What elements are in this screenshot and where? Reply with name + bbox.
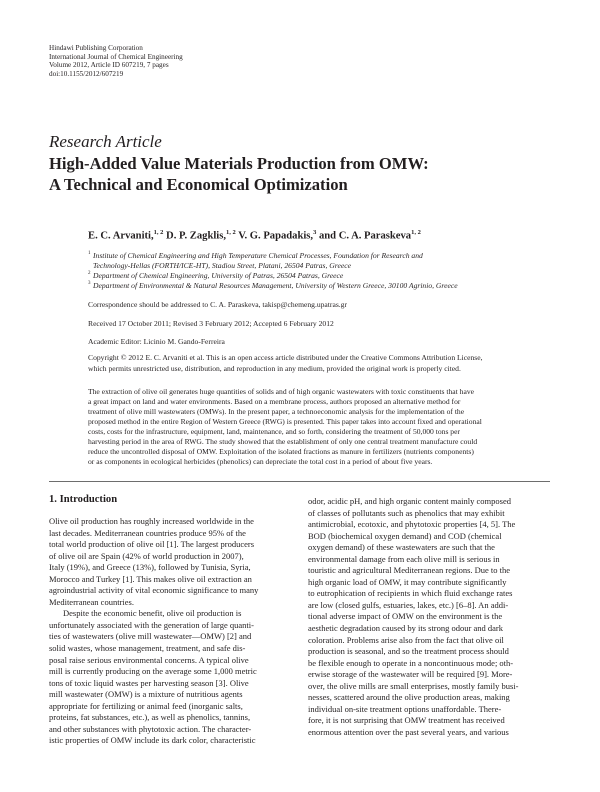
body-text-line: and other substances with phytotoxic action. The character-: [49, 723, 252, 734]
body-text-line: aesthetic degradation caused by its strong odour and dark: [308, 623, 503, 634]
body-text-line: total world production of olive oil [1]. The largest producers: [49, 539, 255, 550]
body-text-line: touristic and agricultural Mediterranean regions. Due to the: [308, 565, 511, 576]
body-text-line: nesses, scattered around the olive production areas, making: [308, 692, 510, 703]
body-text-line: Despite the economic benefit, olive oil production is: [63, 608, 242, 619]
abstract-line: a great impact on land and water environments. Based on a membrane process, authors proposed an alternative method for: [88, 396, 461, 406]
body-text-line: fore, it is not surprising that OMW treatment has received: [308, 715, 505, 726]
body-text-line: agroindustrial activity of vital economic significance to many: [49, 585, 259, 596]
affiliation-text: Technology-Hellas (FORTH/ICE-HT), Stadiou Street, Platani, 26504 Patras, Greece: [93, 261, 351, 270]
body-text-line: BOD (biochemical oxygen demand) and COD (chemical: [308, 530, 502, 541]
abstract-line: reduce the uncontrolled disposal of OMW. Exploitation of the isolated fractions as manure in fertilizers (nutrients components): [88, 446, 474, 456]
affiliation-text: Institute of Chemical Engineering and High Temperature Chemical Processes, Foundation for Research and: [93, 251, 423, 260]
body-text-line: Italy (19%), and Greece (13%), followed by Tunisia, Syria,: [49, 562, 251, 573]
paper-title: [49, 153, 429, 195]
body-text-line: individual on-site treatment options unaffordable. There-: [308, 703, 502, 714]
section-heading: 1. Introduction: [49, 494, 118, 505]
body-text-line: appropriate for fertilizing or animal feed (inorganic salts,: [49, 700, 243, 711]
volume-line: Volume 2012, Article ID 607219, 7 pages: [49, 61, 169, 70]
affiliations: [88, 251, 548, 291]
affiliation: [88, 271, 548, 281]
body-text-line: of classes of pollutants such as phenolics that may exhibit: [308, 507, 505, 518]
author-affil-mark: 1, 2: [411, 229, 421, 236]
affiliation: [88, 251, 548, 261]
body-text-line: tional adverse impact of OMW on the environment is the: [308, 611, 503, 622]
abstract-line: harvesting period in the area of RWG. The study showed that the establishment of only one central treatment manufacture could: [88, 436, 478, 446]
body-text-line: oxygen demand) of these wastewaters are such that the: [308, 542, 495, 553]
title-line: High-Added Value Materials Production from OMW:: [49, 154, 429, 173]
body-text-line: posal raise serious environmental concerns. A typical olive: [49, 654, 249, 665]
body-text-line: environmental damage from each olive mill is serious in: [308, 553, 500, 564]
body-text-line: Mediterranean countries.: [49, 596, 134, 607]
author-affil-mark: 1, 2: [226, 229, 236, 236]
body-text-line: mill is currently producing on the average some 1,000 metric: [49, 666, 257, 677]
body-text-line: antimicrobial, ecotoxic, and phytotoxic properties [4, 5]. The: [308, 519, 516, 530]
author-affil-mark: 3: [313, 229, 317, 236]
abstract-line: costs, costs for the infrastructure, equipment, land, maintenance, and so forth, considering the treatment of 50,000 tons per: [88, 426, 460, 436]
body-text-line: solid wastes, whose management, treatment, and safe dis-: [49, 643, 246, 654]
section-divider: [49, 481, 550, 482]
body-text-line: Olive oil production has roughly increased worldwide in the: [49, 516, 254, 526]
body-column-right: [308, 496, 551, 738]
correspondence: Correspondence should be addressed to C. A. Paraskeva, takisp@chemeng.upatras.gr: [88, 300, 347, 309]
body-text-line: high organic load of OMW, it may contribute significantly: [308, 576, 507, 587]
author-name: and C. A. Paraskeva: [316, 230, 412, 242]
copyright-notice: [88, 352, 550, 374]
title-line: A Technical and Economical Optimization: [49, 175, 348, 194]
body-text-line: mill wastewater (OMW) is a mixture of nutritious agents: [49, 689, 243, 700]
body-text-line: enormous attention over the past several years, and various: [308, 726, 509, 737]
author-affil-mark: 1, 2: [153, 229, 164, 236]
author-list: [88, 229, 421, 242]
copyright-line: Copyright © 2012 E. C. Arvaniti et al. This is an open access article distributed under the Creative Commons Attribution License,: [88, 353, 483, 362]
copyright-line: which permits unrestricted use, distribution, and reproduction in any medium, provided the original work is properly cited.: [88, 364, 461, 373]
publisher-line: Hindawi Publishing Corporation: [49, 44, 143, 52]
body-text-line: over, the olive mills are small enterprises, mostly family busi-: [308, 680, 519, 691]
body-text-line: tons of toxic liquid wastes per harvesting season [3]. Olive: [49, 677, 249, 688]
abstract-line: treatment of olive mill wastewaters (OMWs). In the present paper, a technoeconomic analysis for the implementation of the: [88, 406, 465, 416]
journal-line: International Journal of Chemical Engineering: [49, 52, 183, 61]
affiliation-text: Department of Environmental & Natural Resources Management, University of Western Greece, 30100 Agrinio, Greece: [93, 281, 458, 290]
academic-editor: Academic Editor: Licinio M. Gando-Ferreira: [88, 337, 225, 346]
body-text-line: proteins, fat substances, etc.), as well as phenolics, tannins,: [49, 712, 251, 723]
article-type: Research Article: [49, 132, 162, 151]
body-text-line: are low (closed gulfs, estuaries, lakes, etc.) [6–8]. An addi-: [308, 599, 509, 610]
body-text-line: be flexible enough to operate in a noncontinuous mode; oth-: [308, 657, 514, 668]
affiliation-number: 1: [88, 251, 91, 256]
doi-line: doi:10.1155/2012/607219: [49, 69, 124, 78]
received-dates: Received 17 October 2011; Revised 3 February 2012; Accepted 6 February 2012: [88, 319, 334, 328]
affiliation-number: 3: [88, 281, 91, 286]
body-text-line: coloration. Problems arise also from the fact that olive oil: [308, 634, 504, 645]
author-name: D. P. Zagklis,: [163, 230, 226, 242]
affiliation-text: Department of Chemical Engineering, University of Patras, 26504 Patras, Greece: [93, 271, 344, 280]
body-text-line: Morocco and Turkey [1]. This makes olive oil extraction an: [49, 573, 252, 584]
body-text-line: odor, acidic pH, and high organic content mainly composed: [308, 496, 511, 506]
body-text-line: erwise storage of the wastewater will be required [9]. More-: [308, 669, 513, 680]
body-text-line: of olive oil are Spain (42% of world production in 2007),: [49, 550, 244, 561]
affiliation-number: 2: [88, 271, 91, 276]
author-name: V. G. Papadakis,: [235, 230, 314, 242]
affiliation: [88, 281, 548, 291]
body-column-left: [49, 516, 291, 747]
abstract-line: The extraction of olive oil generates huge quantities of solids and of high organic wastewaters with toxic constituents that have: [88, 387, 474, 396]
body-text-line: last decades. Mediterranean countries produce 95% of the: [49, 527, 246, 538]
abstract: [88, 387, 550, 467]
body-text-line: istic properties of OMW include its dark color, characteristic: [49, 735, 256, 746]
body-text-line: production is seasonal, and so the treatment process should: [308, 646, 509, 657]
body-text-line: unfortunately associated with the generation of large quanti-: [49, 619, 254, 630]
abstract-line: or as components in ecological herbicides (phenolics) can depreciate the total cost in a period of about five years.: [88, 456, 433, 466]
publisher-info: [49, 44, 183, 78]
body-text-line: ties of wastewaters (olive mill wastewater—OMW) [2] and: [49, 631, 252, 642]
abstract-line: proposed method in the entire Region of Western Greece (RWG) is presented. This paper takes into account fixed and operational: [88, 416, 482, 426]
body-text-line: to eutrophication of recipients in which fluid exchange rates: [308, 588, 513, 599]
author-name: E. C. Arvaniti,: [88, 230, 154, 242]
